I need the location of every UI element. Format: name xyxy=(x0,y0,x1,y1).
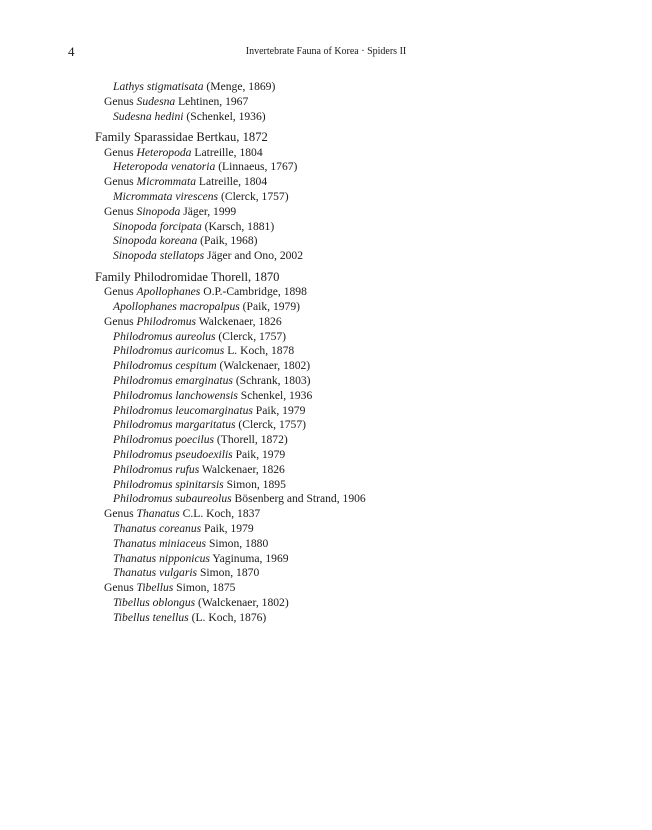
species-entry xyxy=(113,79,275,94)
taxon-name: Thanatus coreanus xyxy=(113,522,202,535)
taxon-name: Philodromus pseudoexilis xyxy=(113,448,233,461)
taxon-name: Sinopoda forcipata xyxy=(113,219,202,233)
taxon-name: Lathys stigmatisata xyxy=(113,80,204,93)
taxon-name: Philodromus poecilus xyxy=(113,433,215,447)
taxon-name: Thanatus miniaceus xyxy=(113,536,207,550)
authority-text: (L. Koch, 1876) xyxy=(188,610,267,624)
taxon-name: Philodromus cespitum xyxy=(113,359,217,373)
family-entry xyxy=(95,269,279,285)
authority-text: Genus xyxy=(104,145,137,159)
authority-text: Bösenberg and Strand, 1906 xyxy=(231,492,366,506)
page-number: 4 xyxy=(68,44,75,59)
authority-text: C.L. Koch, 1837 xyxy=(179,507,261,521)
taxon-name: Sudesna hedini xyxy=(113,109,184,123)
species-entry xyxy=(113,447,285,462)
authority-text: Latreille, 1804 xyxy=(191,145,263,159)
species-entry xyxy=(113,491,366,506)
authority-text: Simon, 1875 xyxy=(173,581,236,595)
authority-text: Yaginuma, 1969 xyxy=(209,551,289,565)
species-entry xyxy=(113,417,306,432)
taxon-name: Philodromus spinitarsis xyxy=(113,477,224,491)
authority-text: Latreille, 1804 xyxy=(196,175,268,189)
authority-text: Lehtinen, 1967 xyxy=(175,94,249,108)
taxon-name: Philodromus auricomus xyxy=(113,344,225,358)
taxon-name: Sinopoda xyxy=(136,204,181,218)
genus-entry xyxy=(104,145,263,160)
species-entry xyxy=(113,432,288,447)
authority-text: (Thorell, 1872) xyxy=(214,433,288,447)
running-header: Invertebrate Fauna of Korea · Spiders II xyxy=(245,46,407,57)
authority-text: Genus xyxy=(104,285,137,299)
taxon-name: Philodromus xyxy=(136,314,197,328)
authority-text: (Schenkel, 1936) xyxy=(183,109,266,123)
authority-text: (Schrank, 1803) xyxy=(232,374,311,387)
authority-text: (Paik, 1979) xyxy=(239,300,300,313)
authority-text: Paik, 1979 xyxy=(201,522,254,535)
taxon-name: Heteropoda xyxy=(136,145,192,159)
taxon-name: Tibellus tenellus xyxy=(113,610,189,624)
species-entry xyxy=(113,219,274,234)
taxon-name: Tibellus xyxy=(136,581,174,595)
species-entry xyxy=(113,189,289,204)
authority-text: Family Sparassidae Bertkau, 1872 xyxy=(95,130,268,145)
authority-text: Jäger and Ono, 2002 xyxy=(204,249,304,263)
species-entry xyxy=(113,595,289,610)
authority-text: (Walckenaer, 1802) xyxy=(216,359,311,373)
authority-text: (Karsch, 1881) xyxy=(201,219,275,233)
authority-text: Genus xyxy=(104,204,137,218)
taxon-name: Micrommata xyxy=(136,175,196,189)
family-entry xyxy=(95,129,268,145)
genus-entry xyxy=(104,94,248,109)
authority-text: Genus xyxy=(104,314,137,328)
species-entry xyxy=(113,358,310,373)
taxon-name: Heteropoda venatoria xyxy=(113,160,216,174)
taxon-name: Sinopoda stellatops xyxy=(113,249,205,263)
authority-text: Genus xyxy=(104,175,137,189)
species-entry xyxy=(113,233,257,248)
taxon-name: Sudesna xyxy=(136,94,176,108)
species-entry xyxy=(113,343,294,358)
taxon-name: Apollophanes xyxy=(136,285,201,299)
authority-text: L. Koch, 1878 xyxy=(224,344,295,358)
taxon-name: Philodromus subaureolus xyxy=(113,492,232,506)
species-entry xyxy=(113,109,266,124)
authority-text: Paik, 1979 xyxy=(252,403,306,417)
species-entry xyxy=(113,462,285,477)
taxon-name: Apollophanes macropalpus xyxy=(113,300,240,313)
authority-text: O.P.-Cambridge, 1898 xyxy=(200,285,307,299)
authority-text: (Paik, 1968) xyxy=(197,234,258,248)
authority-text: (Linnaeus, 1767) xyxy=(215,160,298,174)
taxon-name: Philodromus leucomarginatus xyxy=(113,403,253,417)
authority-text: Simon, 1870 xyxy=(197,566,260,580)
authority-text: Family Philodromidae Thorell, 1870 xyxy=(95,270,280,284)
genus-entry xyxy=(104,174,267,189)
genus-entry xyxy=(104,204,236,219)
authority-text: (Clerck, 1757) xyxy=(218,190,289,203)
authority-text: Walckenaer, 1826 xyxy=(196,314,282,328)
species-entry xyxy=(113,477,286,492)
species-entry xyxy=(113,565,259,580)
authority-text: Schenkel, 1936 xyxy=(237,388,313,402)
authority-text: Genus xyxy=(104,94,137,108)
species-entry xyxy=(113,373,311,388)
taxon-name: Philodromus emarginatus xyxy=(113,374,233,387)
genus-entry xyxy=(104,506,260,521)
species-entry xyxy=(113,248,303,263)
taxon-name: Philodromus margaritatus xyxy=(113,418,236,432)
authority-text: Genus xyxy=(104,507,137,521)
taxon-name: Philodromus aureolus xyxy=(113,329,216,343)
authority-text: (Clerck, 1757) xyxy=(235,418,307,432)
authority-text: Walckenaer, 1826 xyxy=(199,462,285,476)
authority-text: (Walckenaer, 1802) xyxy=(195,596,289,609)
species-entry xyxy=(113,551,289,566)
taxon-name: Thanatus xyxy=(136,507,180,521)
taxon-name: Sinopoda koreana xyxy=(113,234,198,248)
authority-text: (Menge, 1869) xyxy=(203,80,276,93)
genus-entry xyxy=(104,284,307,299)
authority-text: Simon, 1880 xyxy=(206,536,269,550)
taxon-name: Micrommata virescens xyxy=(113,190,219,203)
genus-entry xyxy=(104,314,282,329)
authority-text: Simon, 1895 xyxy=(223,477,286,491)
species-entry xyxy=(113,403,305,418)
authority-text: Genus xyxy=(104,581,137,595)
taxon-name: Philodromus lanchowensis xyxy=(113,388,238,402)
authority-text: Paik, 1979 xyxy=(232,448,286,461)
species-entry xyxy=(113,610,266,625)
species-entry xyxy=(113,536,268,551)
species-entry xyxy=(113,299,300,314)
species-entry xyxy=(113,521,254,536)
genus-entry xyxy=(104,580,235,595)
taxon-name: Philodromus rufus xyxy=(113,462,200,476)
species-entry xyxy=(113,388,312,403)
authority-text: Jäger, 1999 xyxy=(180,204,237,218)
authority-text: (Clerck, 1757) xyxy=(215,329,287,343)
species-entry xyxy=(113,329,286,344)
taxon-name: Thanatus nipponicus xyxy=(113,551,210,565)
species-entry xyxy=(113,159,297,174)
taxon-name: Tibellus oblongus xyxy=(113,596,196,609)
taxon-name: Thanatus vulgaris xyxy=(113,566,198,580)
